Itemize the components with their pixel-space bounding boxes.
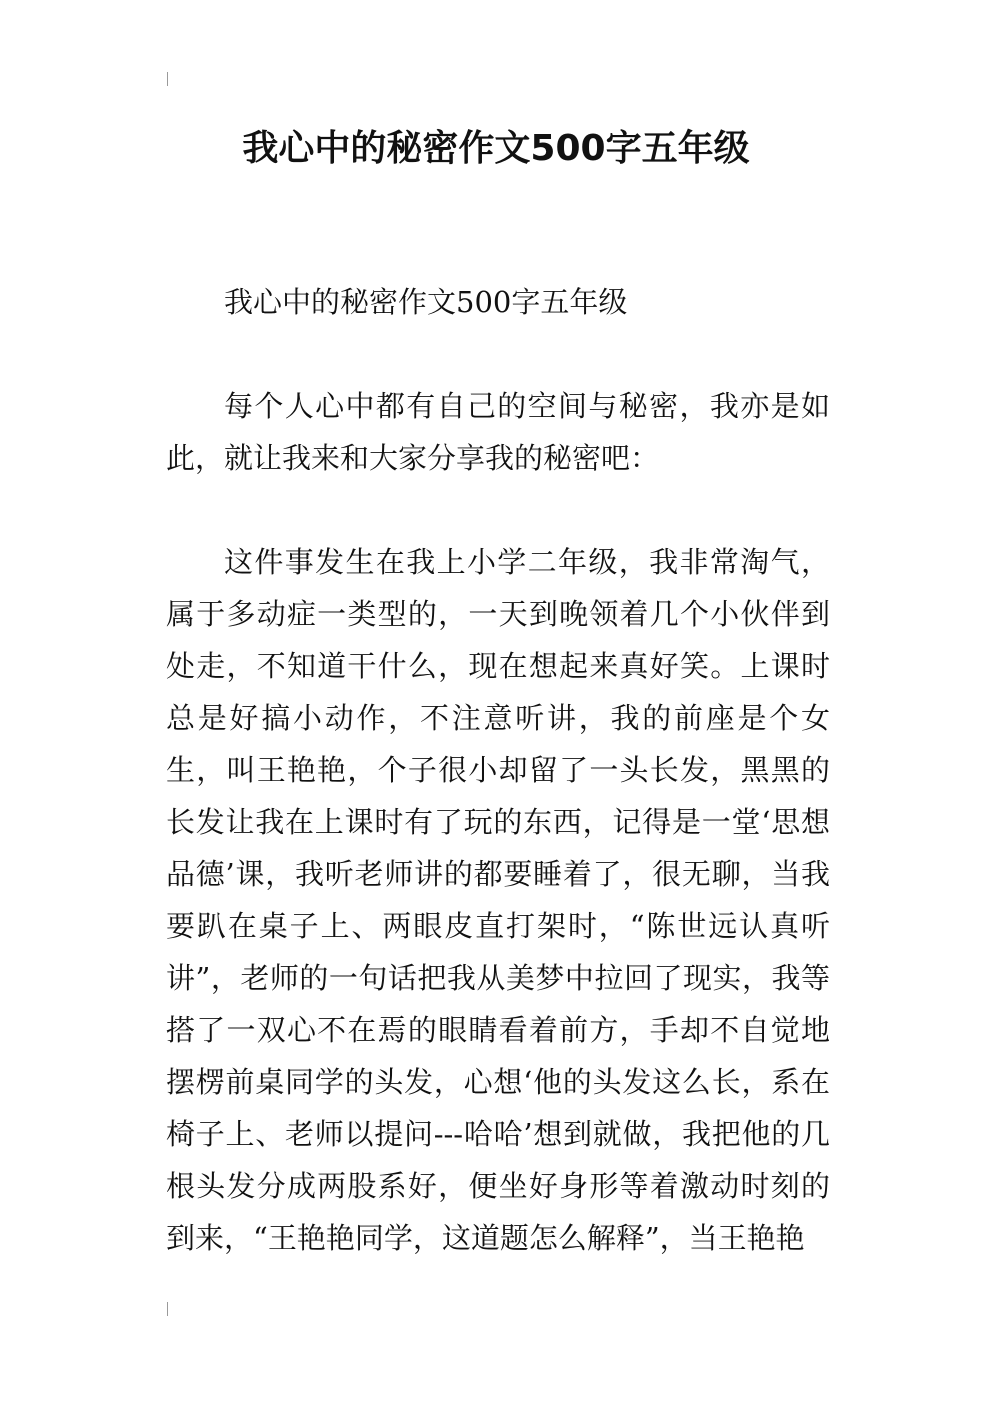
paragraph-intro: 每个人心中都有自己的空间与秘密，我亦是如此，就让我来和大家分享我的秘密吧： [166,389,830,475]
page-corner-mark-bottom [167,1302,168,1316]
page-corner-mark-top [167,72,168,86]
document-subtitle: 我心中的秘密作文500字五年级 [224,285,628,319]
document-title: 我心中的秘密作文500字五年级 [242,128,750,169]
paragraph-story: 这件事发生在我上小学二年级，我非常淘气，属于多动症一类型的，一天到晚领着几个小伙伴到处走，不知道干什么，现在想起来真好笑。上课时总是好搞小动作，不注意听讲，我的前座是个女生，叫王艳艳，个子很小却留了一头长发，黑黑的长发让我在上课时有了玩的东西，记得是一堂‘思想品德’课，我听老师讲的都要睡着了，很无聊，当我要趴在桌子上、两眼皮直打架时，“陈世远认真听讲”，老师的一句话把我从美梦中拉回了现实，我等搭了一双心不在焉的眼睛看着前方，手却不自觉地摆楞前桌同学的头发，心想‘他的头发这么长，系在椅子上、老师以提问---哈哈’想到就做，我把他的几根头发分成两股系好，便坐好身形等着激动时刻的到来，“王艳艳同学，这道题怎么解释”，当王艳艳 [166,545,830,1255]
document-body [166,276,830,1264]
